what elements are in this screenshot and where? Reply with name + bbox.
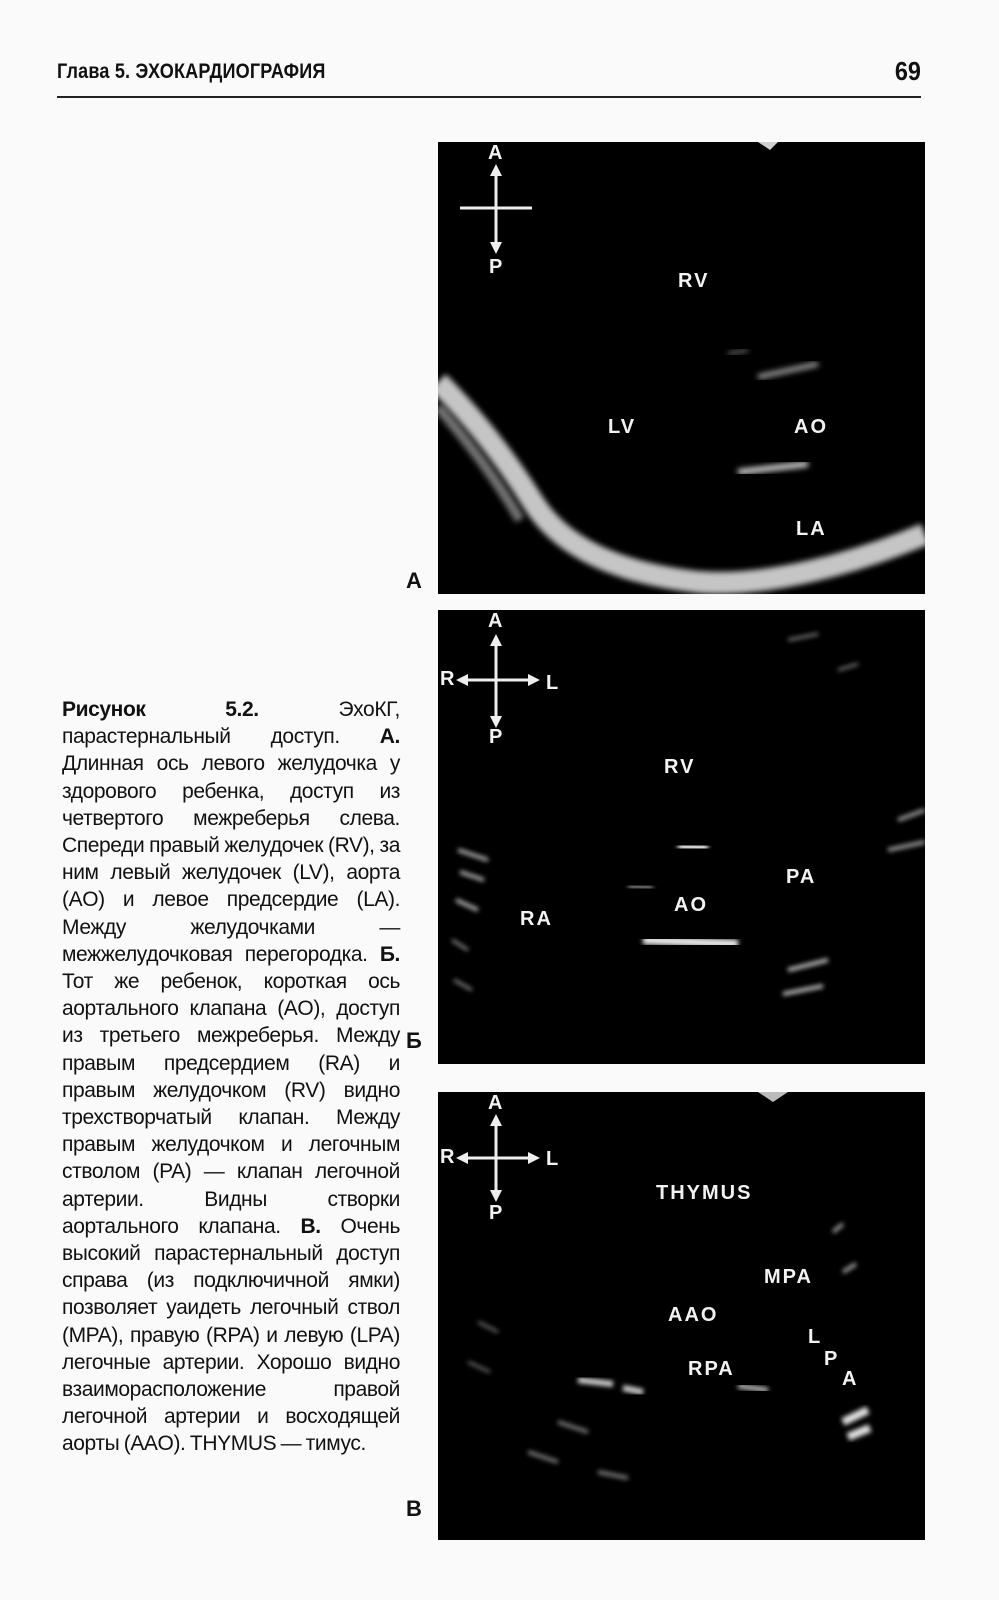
caption-text-c: Очень высокий парастернальный доступ справа (из подключичной ямки) позволяет уаидеть легочный ствол (MPA), правую (RPA) и левую (LPA) легочные артерии. Хорошо видно взаиморасположение правой легочной артерии и восходящей аорты (AAO). THYMUS — тимус. bbox=[62, 1214, 400, 1456]
page-number: 69 bbox=[894, 56, 921, 86]
label-mpa-c: MPA bbox=[764, 1266, 813, 1288]
label-rv-a: RV bbox=[678, 270, 710, 292]
axis-anterior-label-c: A bbox=[488, 1092, 503, 1114]
label-rpa-c: RPA bbox=[688, 1358, 735, 1380]
echo-image-a-graphic bbox=[438, 142, 925, 594]
label-thymus-c: THYMUS bbox=[656, 1182, 753, 1204]
label-ra-b: RA bbox=[520, 908, 553, 930]
echo-image-a bbox=[438, 142, 925, 594]
caption-text-a: Длинная ось левого желудочка у здорового ребенка, доступ из четвертого межреберья слева. Спереди правый желудочек (RV), за ним левый желудочек (LV), аорта (AO) и левое предсердие (LA). Между желудочками — межжелудочковая перегородка. bbox=[62, 752, 400, 966]
caption-text-b: Тот же ребенок, короткая ось аортального клапана (AO), доступ из третьего межреберья. Между правым предсердием (RA) и правым желудочком (RV) видно трехстворчатый клапан. Между правым желудочком и легочным стволом (PA) — клапан легочной артерии. Видны створки аортального клапана. bbox=[62, 970, 400, 1238]
echo-image-b-graphic bbox=[438, 610, 925, 1064]
echo-image-c bbox=[438, 1092, 925, 1540]
caption-marker-b: Б. bbox=[379, 942, 400, 966]
label-lpa-p-c: P bbox=[824, 1348, 840, 1370]
figure-label: Рисунок 5.2. bbox=[62, 698, 259, 721]
caption-intro: ЭхоКГ, парастернальный доступ. bbox=[62, 698, 400, 749]
figure-caption bbox=[62, 696, 400, 1458]
panel-letter-a: А bbox=[406, 568, 422, 593]
echo-image-b bbox=[438, 610, 925, 1064]
label-aao-c: AAO bbox=[668, 1304, 719, 1326]
axis-anterior-label-a: A bbox=[488, 142, 503, 164]
label-pa-b: PA bbox=[786, 866, 817, 888]
panel-letter-b: Б bbox=[406, 1028, 422, 1053]
axis-posterior-label-b: P bbox=[489, 726, 503, 748]
label-ao-a: AO bbox=[794, 416, 828, 438]
axis-right-label-b: R bbox=[440, 668, 455, 690]
axis-right-label-c: R bbox=[440, 1146, 455, 1168]
running-head bbox=[57, 56, 921, 98]
chapter-title: Глава 5. ЭХОКАРДИОГРАФИЯ bbox=[57, 60, 326, 83]
axis-posterior-label-a: P bbox=[489, 256, 503, 278]
label-la-a: LA bbox=[796, 518, 827, 540]
caption-marker-a: А. bbox=[379, 725, 400, 749]
axis-left-label-c: L bbox=[546, 1148, 559, 1170]
panel-letter-c: В bbox=[406, 1496, 422, 1521]
label-lpa-l-c: L bbox=[808, 1326, 823, 1348]
label-rv-b: RV bbox=[664, 756, 696, 778]
axis-posterior-label-c: P bbox=[489, 1202, 503, 1224]
label-lv-a: LV bbox=[608, 416, 637, 438]
axis-left-label-b: L bbox=[546, 672, 559, 694]
caption-marker-c: В. bbox=[300, 1214, 321, 1238]
axis-anterior-label-b: A bbox=[488, 610, 503, 632]
label-ao-b: AO bbox=[674, 894, 708, 916]
label-lpa-a-c: A bbox=[842, 1368, 859, 1390]
